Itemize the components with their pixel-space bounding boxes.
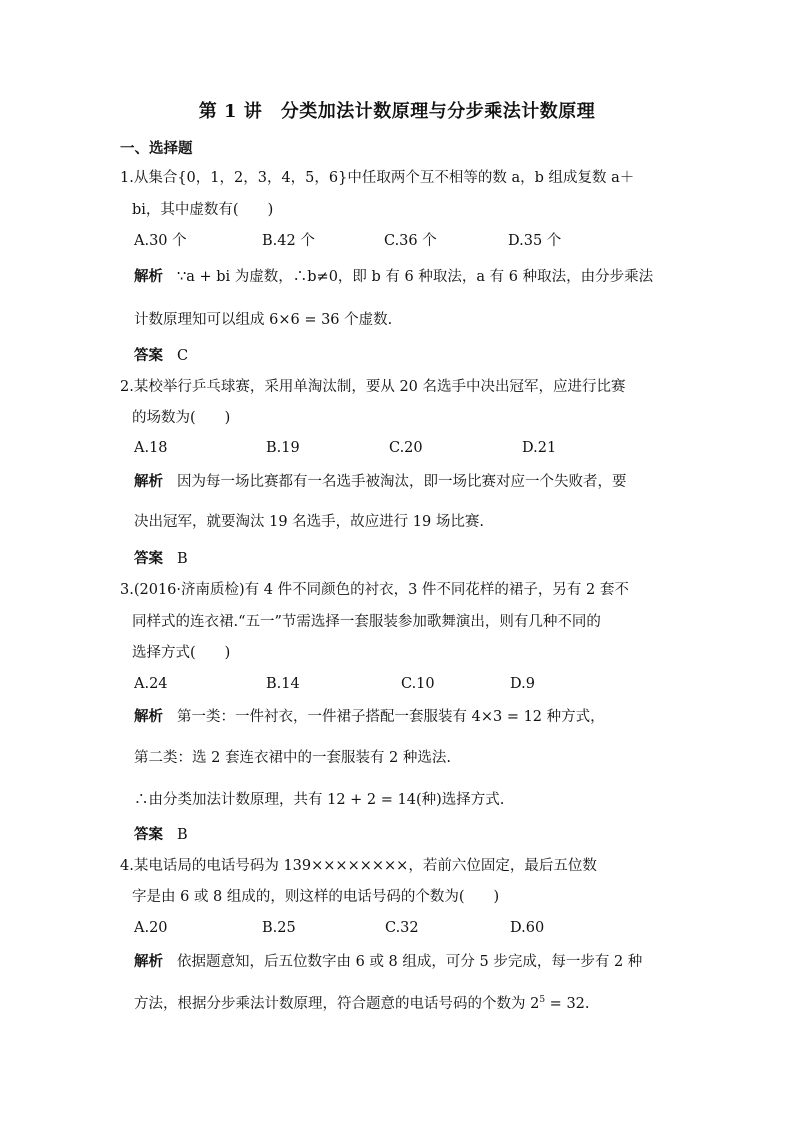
question-4-analysis-text: 依据题意知，后五位数字由 6 或 8 组成，可分 5 步完成，每一步有 2 种: [177, 954, 643, 970]
question-1-line-2: bi，其中虚数有( ): [132, 202, 274, 218]
analysis-label: 解析: [134, 268, 163, 285]
question-1-analysis-line-2: 计数原理知可以组成 6×6 = 36 个虚数.: [134, 312, 393, 328]
analysis-label: 解析: [134, 473, 163, 490]
question-2-option-d: D.21: [522, 440, 557, 456]
question-3-option-c: C.10: [401, 676, 435, 692]
answer-label: 答案: [134, 347, 163, 364]
question-4-option-b: B.25: [262, 920, 296, 936]
question-3-line-2: 同样式的连衣裙.“五一”节需选择一套服装参加歌舞演出，则有几种不同的: [132, 614, 601, 630]
question-1-answer: [134, 346, 188, 366]
question-3-analysis-line-1: [134, 707, 605, 727]
question-1-analysis-line-1: [134, 267, 653, 287]
question-4-analysis-text-2: 方法，根据分步乘法计数原理，符合题意的电话号码的个数为 2: [134, 996, 540, 1012]
question-1-answer-value: C: [177, 348, 189, 364]
question-4-line-2: 字是由 6 或 8 组成的，则这样的电话号码的个数为( ): [132, 889, 500, 905]
question-1-option-a: A.30 个: [134, 233, 187, 249]
question-1-option-c: C.36 个: [384, 233, 437, 249]
question-1-option-d: D.35 个: [508, 233, 562, 249]
question-4-line-1: 4.某电话局的电话号码为 139××××××××，若前六位固定，最后五位数: [120, 858, 597, 874]
question-4-exponent: 5: [539, 995, 546, 1005]
question-2-answer: [134, 549, 188, 569]
question-3-option-d: D.9: [510, 676, 535, 692]
question-2-option-a: A.18: [134, 440, 168, 456]
question-4-analysis-line-1: [134, 952, 642, 972]
question-2-option-b: B.19: [266, 440, 300, 456]
question-2-line-1: 2.某校举行乒乓球赛，采用单淘汰制，要从 20 名选手中决出冠军，应进行比赛: [120, 379, 626, 395]
section-heading: 一、选择题: [120, 140, 193, 157]
answer-label: 答案: [134, 550, 163, 567]
question-3-analysis-line-2: 第二类：选 2 套连衣裙中的一套服装有 2 种选法.: [134, 750, 451, 766]
question-4-analysis-line-2: [134, 994, 590, 1014]
question-3-analysis-text: 第一类：一件衬衣，一件裙子搭配一套服装有 4×3 = 12 种方式，: [177, 709, 605, 725]
page-title: 第 1 讲 分类加法计数原理与分步乘法计数原理: [198, 101, 596, 122]
question-3-line-3: 选择方式( ): [132, 645, 231, 661]
question-2-option-c: C.20: [389, 440, 423, 456]
question-2-analysis-line-2: 决出冠军，就要淘汰 19 名选手，故应进行 19 场比赛.: [134, 514, 484, 530]
question-3-option-a: A.24: [134, 676, 168, 692]
question-2-line-2: 的场数为( ): [132, 410, 231, 426]
question-2-analysis-text: 因为每一场比赛都有一名选手被淘汰，即一场比赛对应一个失败者，要: [177, 474, 627, 490]
question-1-analysis-text: ∵a + bi 为虚数，∴b≠0，即 b 有 6 种取法，a 有 6 种取法，由分步乘法: [177, 269, 654, 285]
question-3-line-1: 3.(2016·济南质检)有 4 件不同颜色的衬衣，3 件不同花样的裙子，另有 2 套不: [120, 582, 629, 598]
answer-label: 答案: [134, 826, 163, 843]
question-2-answer-value: B: [177, 551, 188, 567]
question-3-analysis-line-3: ∴由分类加法计数原理，共有 12 + 2 = 14(种)选择方式.: [134, 792, 505, 808]
question-4-option-a: A.20: [134, 920, 168, 936]
question-1-option-b: B.42 个: [262, 233, 315, 249]
question-4-analysis-tail: = 32.: [545, 996, 590, 1012]
analysis-label: 解析: [134, 953, 163, 970]
question-3-answer-value: B: [177, 827, 188, 843]
question-4-option-c: C.32: [385, 920, 419, 936]
question-1-line-1: 1.从集合{0，1，2，3，4，5，6}中任取两个互不相等的数 a，b 组成复数 a＋: [120, 170, 635, 186]
question-2-analysis-line-1: [134, 472, 627, 492]
question-3-answer: [134, 825, 188, 845]
question-4-option-d: D.60: [510, 920, 545, 936]
analysis-label: 解析: [134, 708, 163, 725]
question-3-option-b: B.14: [266, 676, 300, 692]
